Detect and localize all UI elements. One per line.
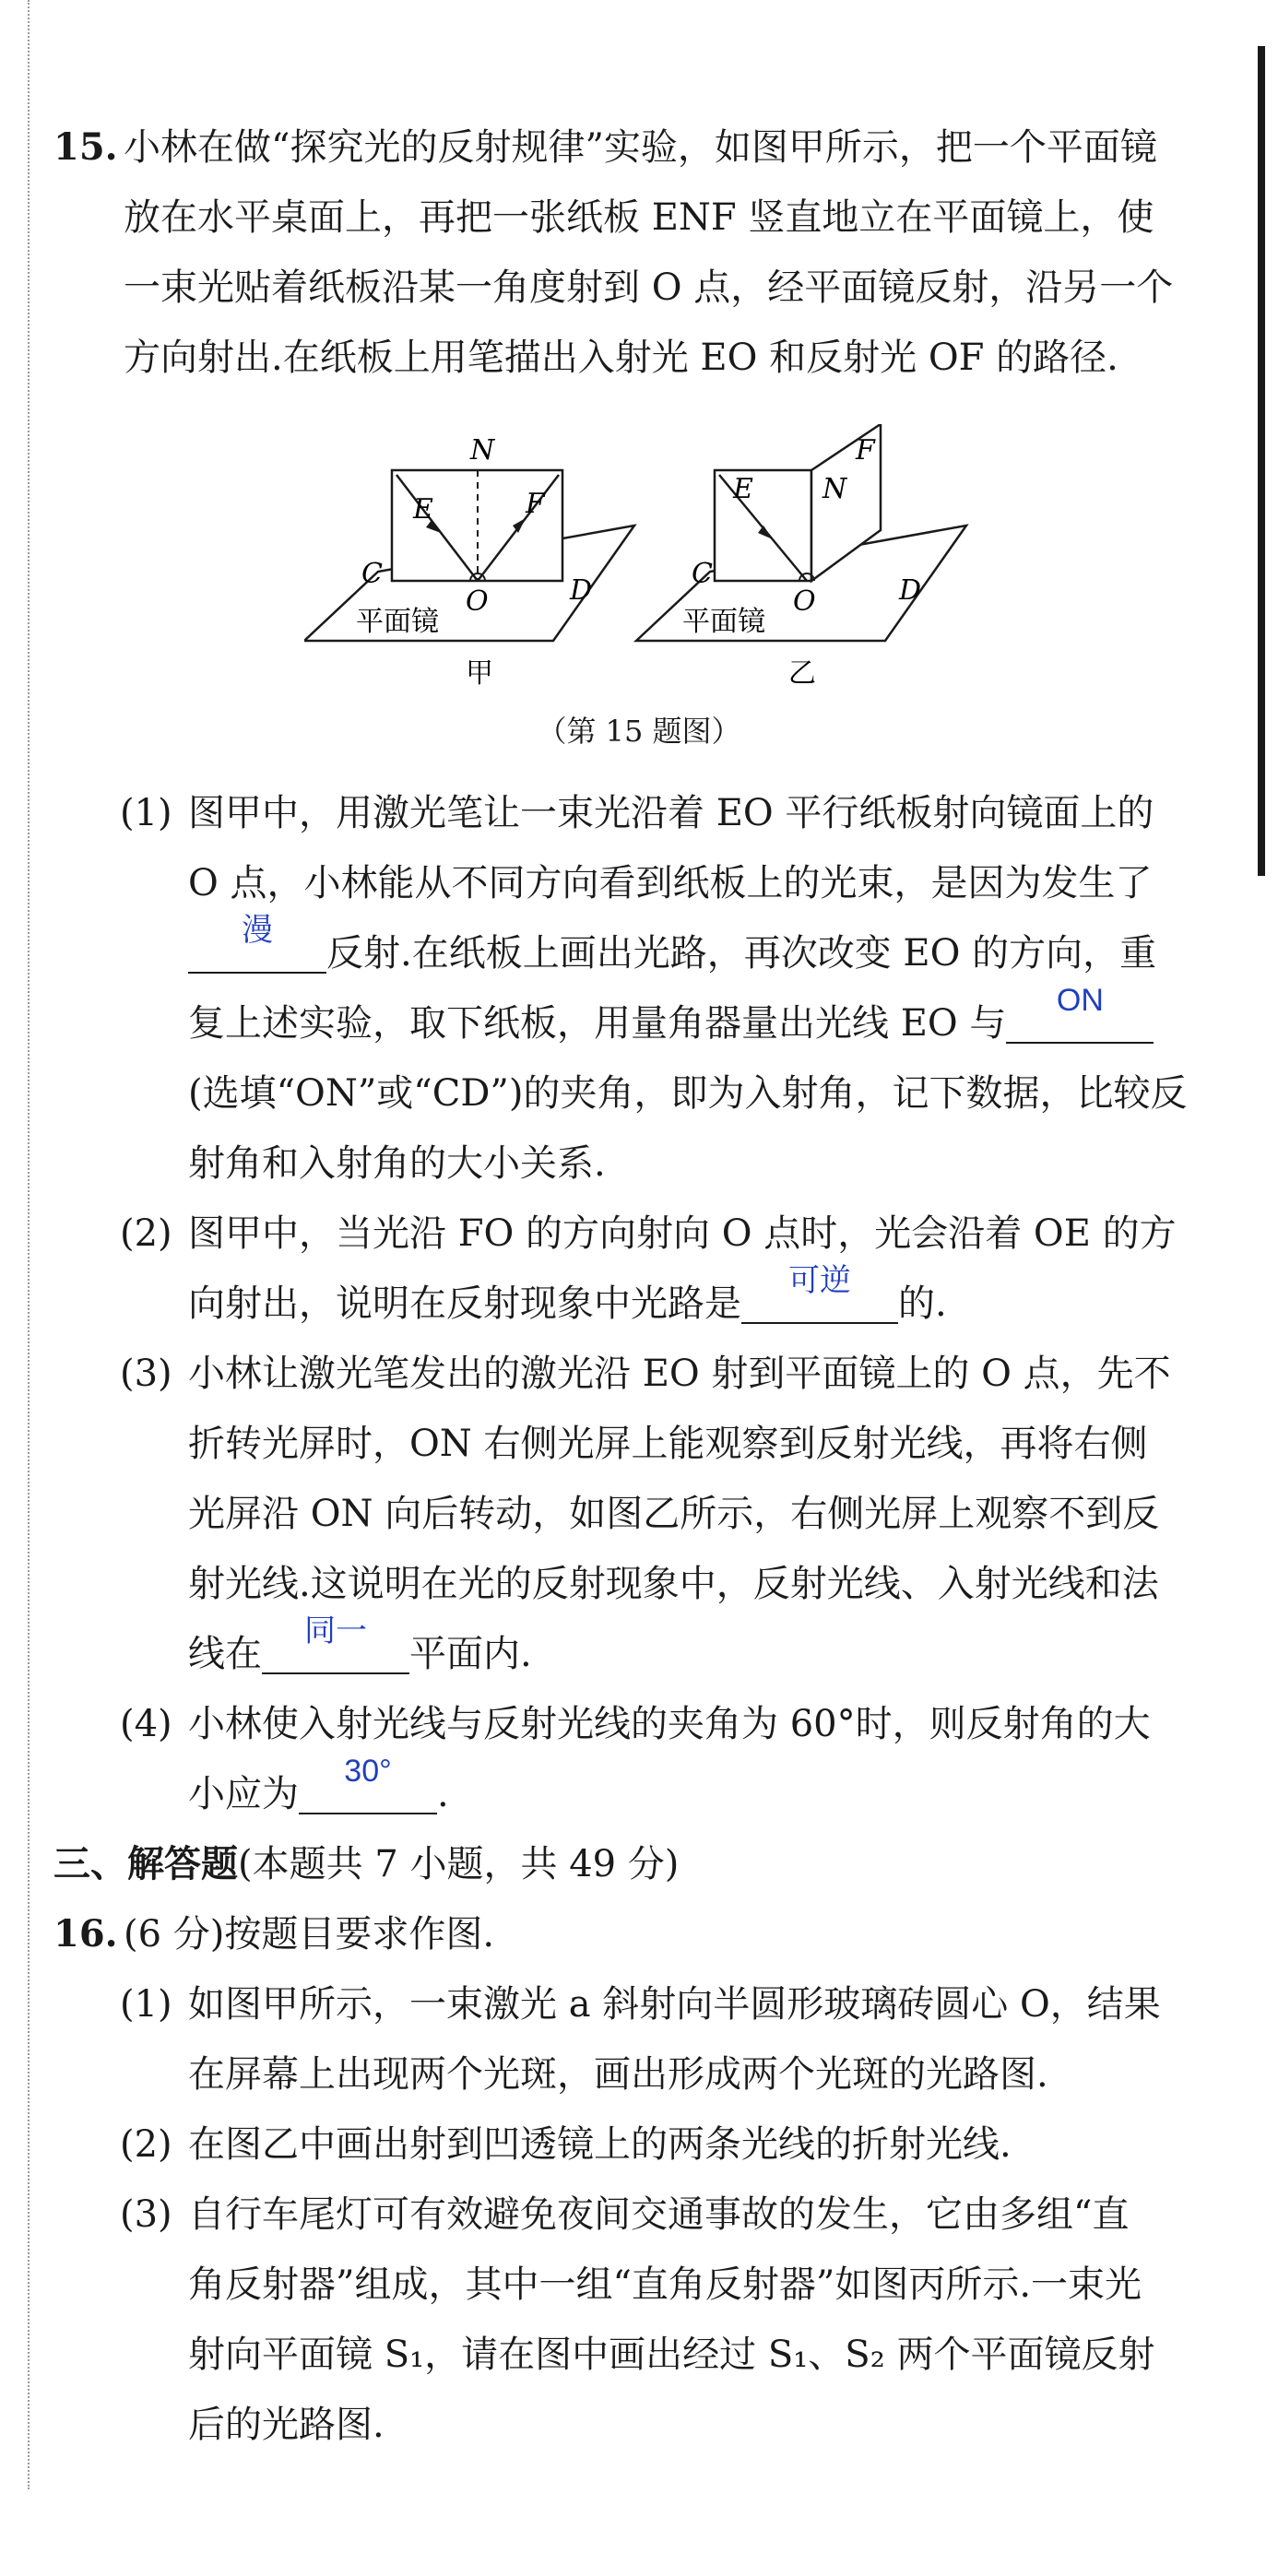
q16-number: 16. [53,1912,118,1956]
page-edge-bar [1258,46,1265,876]
yi-label-O: O [793,585,816,618]
q15-number: 15. [53,125,118,169]
q15-p2-number: (2) [120,1212,172,1255]
q15-stem-line-2: 放在水平桌面上，再把一张纸板 ENF 竖直地立在平面镜上，使 [124,196,1154,239]
q15-p1-line-5: (选填“ON”或“CD”)的夹角，即为入射角，记下数据，比较反 [188,1072,1188,1115]
q15-p1-answer-1: 漫 [242,913,273,948]
jia-label-N: N [470,434,495,467]
q15-p1-line-3-text: 反射.在纸板上画出光路，再次改变 EO 的方向，重 [326,932,1157,975]
q15-p4-number: (4) [120,1703,172,1745]
q16-p3-line-2: 角反射器”组成，其中一组“直角反射器”如图丙所示.一束光 [188,2263,1142,2306]
q15-p1-line-2: O 点，小林能从不同方向看到纸板上的光束，是因为发生了 [188,862,1153,904]
q15-p2-answer: 可逆 [788,1263,851,1298]
q15-p1-answer-2: ON [1056,983,1104,1018]
q15-p1-blank-2 [1006,983,1154,1044]
yi-mirror-label: 平面镜 [682,606,765,638]
figure-yi [636,424,966,690]
q15-p1-line-1: 图甲中，用激光笔让一束光沿着 EO 平行纸板射向镜面上的 [188,792,1154,834]
q15-p3-number: (3) [120,1353,172,1395]
q15-p1-line-4-text: 复上述实验，取下纸板，用量角器量出光线 EO 与 [188,1002,1007,1045]
q16-p2-number: (2) [120,2123,172,2166]
q15-p3-line-4: 射光线.这说明在光的反射现象中，反射光线、入射光线和法 [188,1563,1159,1605]
q16-p1-line-1: 如图甲所示，一束激光 a 斜射向半圆形玻璃砖圆心 O，结果 [188,1983,1161,2026]
q15-p2-line-1: 图甲中，当光沿 FO 的方向射向 O 点时，光会沿着 OE 的方 [188,1212,1177,1255]
section-3-title: 三、解答题 [53,1842,238,1885]
q15-p3-answer: 同一 [304,1613,367,1648]
q15-p1-line-4 [188,983,1154,1045]
q15-p1-number: (1) [120,792,172,834]
q15-p4-answer: 30° [344,1754,392,1789]
jia-label-C: C [361,558,383,590]
jia-label-O: O [466,585,489,618]
q15-p3-line-1: 小林让激光笔发出的激光沿 EO 射到平面镜上的 O 点，先不 [188,1353,1171,1395]
q15-p2-line-2-text: 向射出，说明在反射现象中光路是 [188,1282,741,1325]
q16-p3-line-4: 后的光路图. [188,2404,385,2446]
q15-p1-line-3 [188,913,1157,975]
q15-p3-line-5-end: 平面内. [409,1633,532,1675]
q15-p4-line-2 [188,1754,449,1815]
section-3-note: (本题共 7 小题，共 49 分) [238,1843,680,1885]
q15-stem-line-4: 方向射出.在纸板上用笔描出入射光 EO 和反射光 OF 的路径. [124,337,1118,379]
jia-mirror-label: 平面镜 [356,606,439,638]
margin-dotted-line [28,0,31,2489]
q15-stem-line-1: 小林在做“探究光的反射规律”实验，如图甲所示，把一个平面镜 [124,126,1157,169]
q15-stem-line-3: 一束光贴着纸板沿某一角度射到 O 点，经平面镜反射，沿另一个 [124,266,1174,309]
jia-label-F: F [526,488,545,520]
jia-label-D: D [570,574,593,607]
q16-p3-number: (3) [120,2193,172,2236]
q16-p1-line-2: 在屏幕上出现两个光斑，画出形成两个光斑的光路图. [188,2053,1048,2096]
q15-p2-blank [741,1263,898,1324]
q15-p4-blank [299,1754,437,1814]
yi-label-N: N [822,473,847,505]
q16-intro: (6 分)按题目要求作图. [124,1913,495,1956]
q16-p1-number: (1) [120,1983,172,2026]
q15-p4-line-2-end: . [437,1773,449,1815]
yi-label-D: D [899,574,922,607]
q15-figure-caption: （第 15 题图） [537,714,741,749]
q15-p2-line-2 [188,1263,947,1325]
yi-label-F: F [856,434,875,467]
q16-p3-line-3: 射向平面镜 S₁，请在图中画出经过 S₁、S₂ 两个平面镜反射 [188,2334,1155,2376]
yi-label-E: E [733,473,753,505]
jia-label-E: E [413,493,433,526]
yi-name: 乙 [788,657,816,690]
yi-label-C: C [692,558,713,590]
q15-p3-blank [262,1613,409,1674]
q15-p4-line-2-text: 小应为 [188,1773,299,1815]
q15-p3-line-5-text: 线在 [188,1633,262,1675]
q15-p2-line-2-end: 的. [898,1282,947,1325]
q15-p3-line-5 [188,1613,532,1675]
q15-p4-line-1: 小林使入射光线与反射光线的夹角为 60°时，则反射角的大 [188,1703,1151,1745]
q16-p3-line-1: 自行车尾灯可有效避免夜间交通事故的发生，它由多组“直 [188,2193,1130,2236]
q15-p3-line-3: 光屏沿 ON 向后转动，如图乙所示，右侧光屏上观察不到反 [188,1493,1160,1535]
q15-p3-line-2: 折转光屏时，ON 右侧光屏上能观察到反射光线，再将右侧 [188,1423,1148,1465]
q15-p1-blank-1 [188,913,326,974]
figure-jia [304,434,634,690]
jia-name: 甲 [466,657,493,690]
section-3-heading [53,1842,680,1885]
q15-figure [304,424,987,701]
q16-p2-line-1: 在图乙中画出射到凹透镜上的两条光线的折射光线. [188,2123,1012,2166]
q15-p1-line-6: 射角和入射角的大小关系. [188,1142,606,1185]
